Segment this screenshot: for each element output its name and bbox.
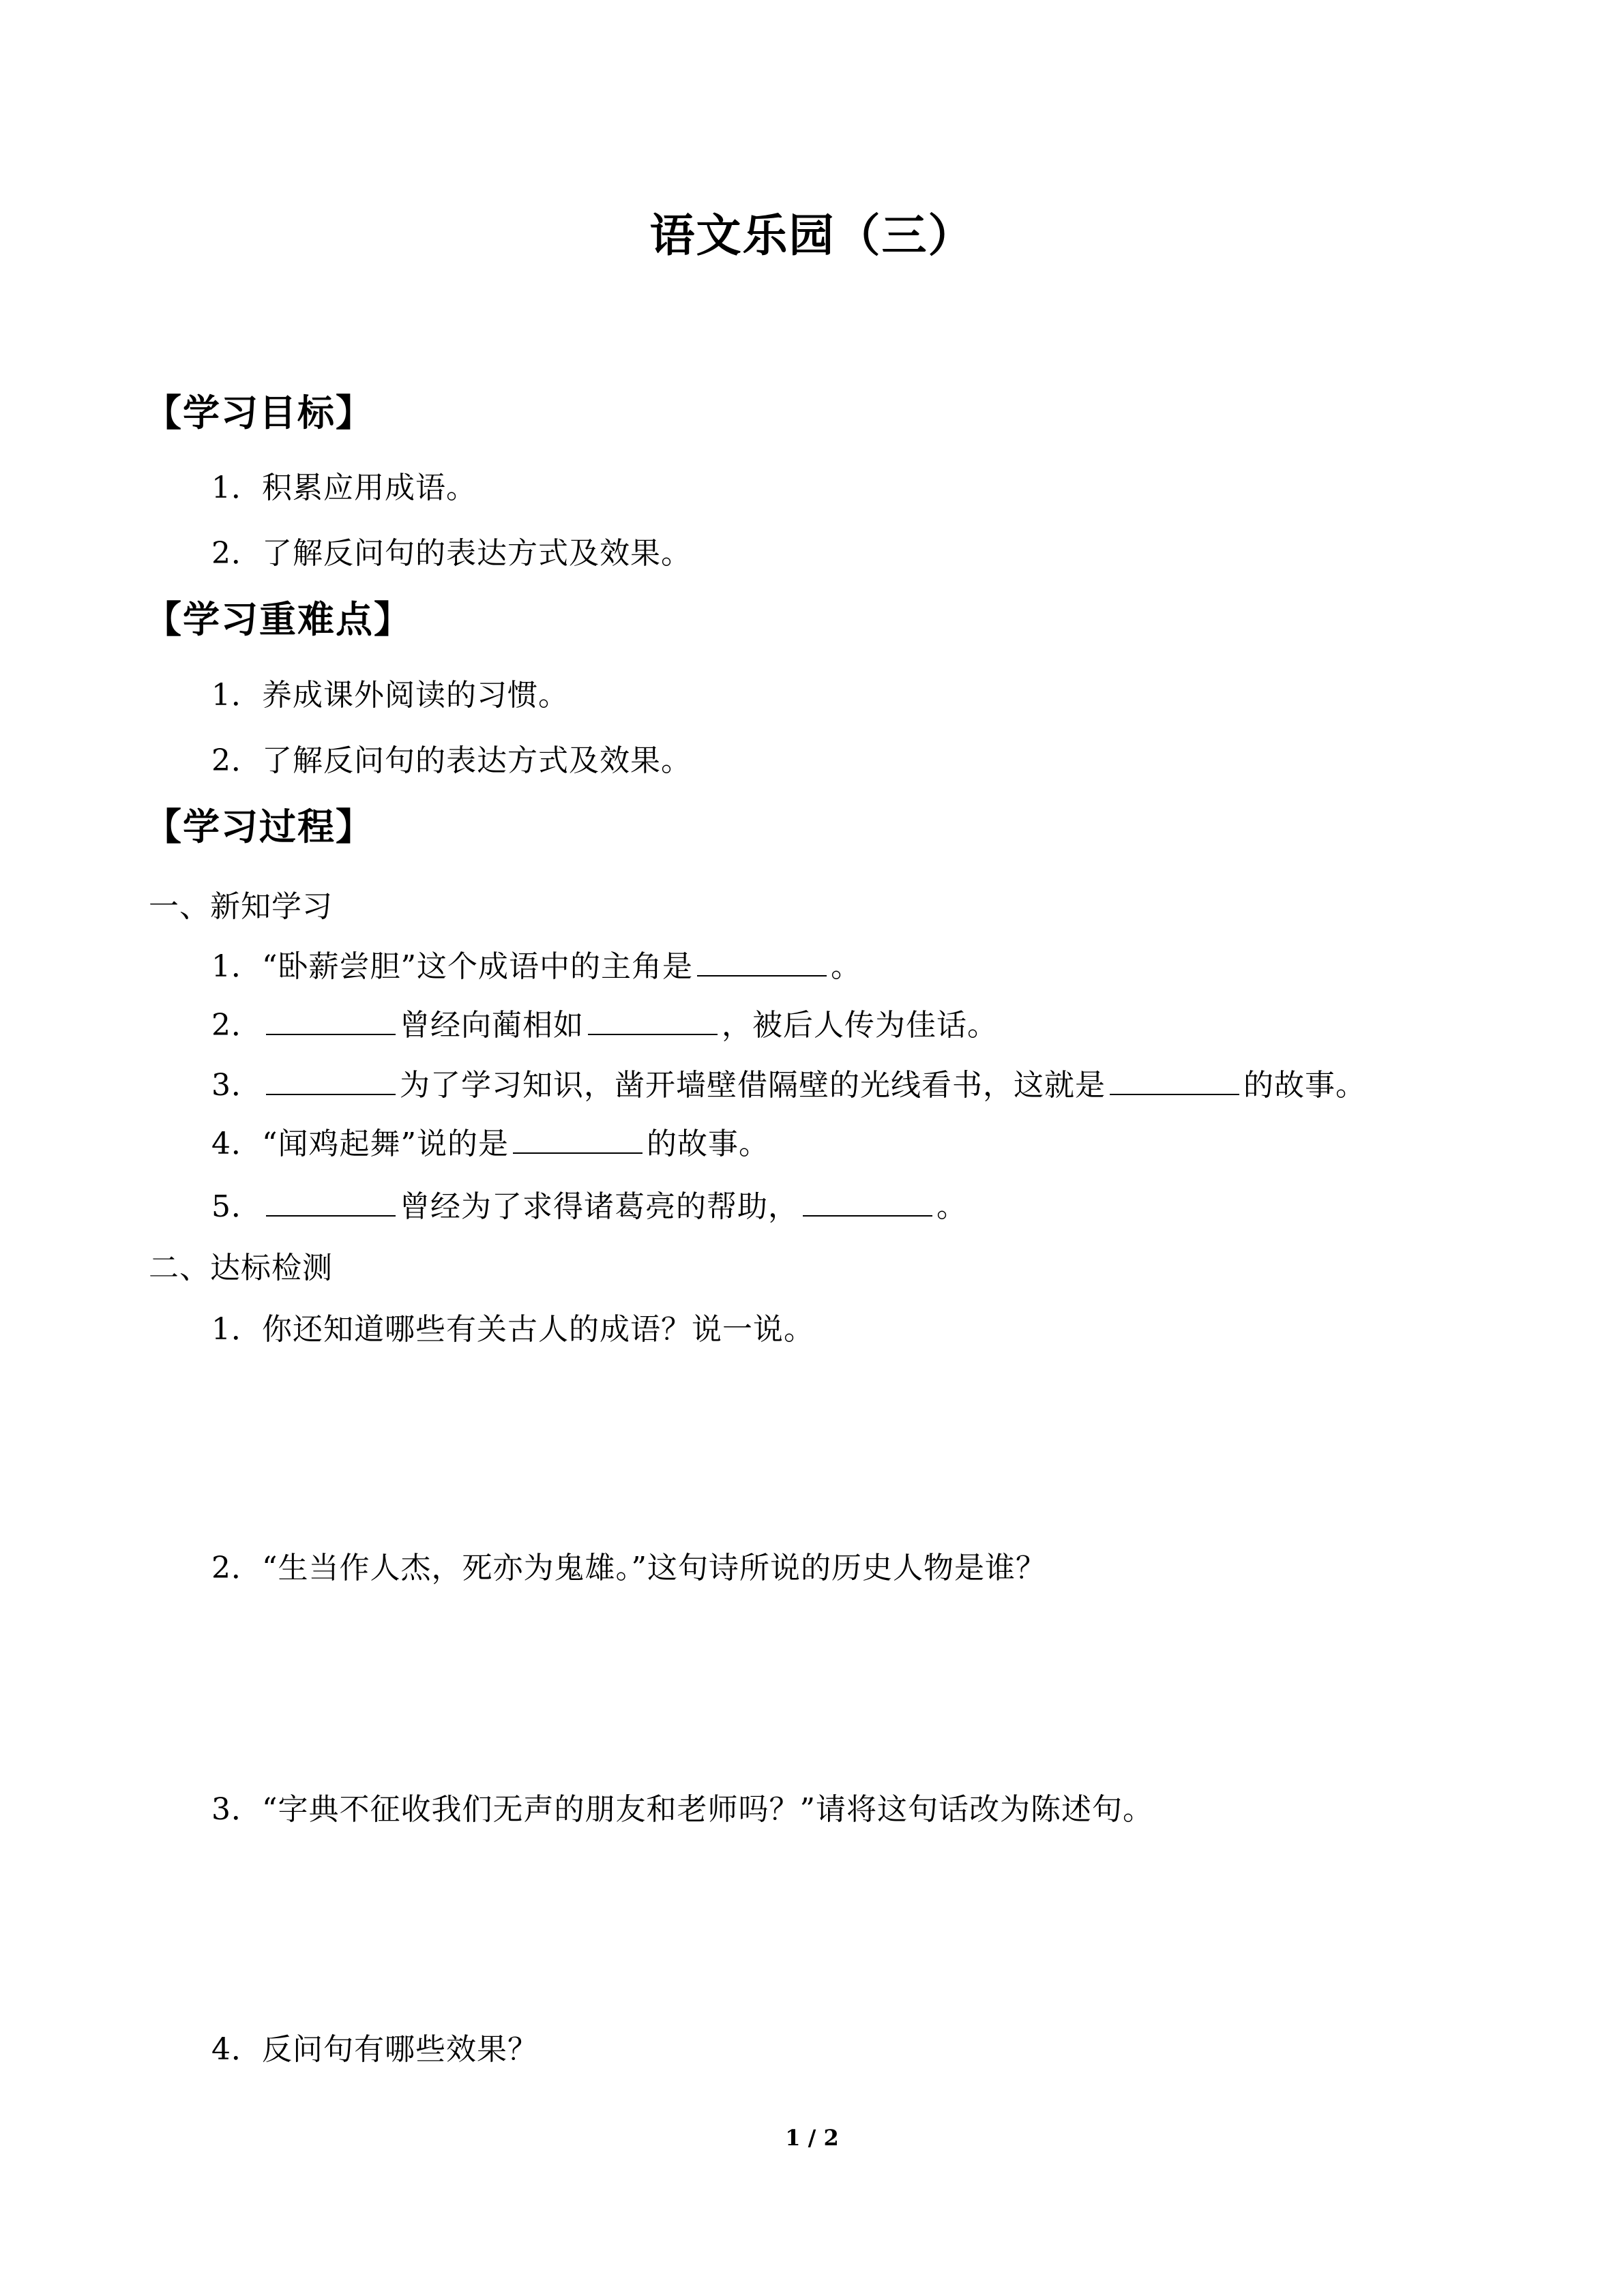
answer-blank[interactable] — [697, 945, 827, 976]
page-number: 1 / 2 — [785, 2125, 839, 2151]
goal-item: 1．积累应用成语。 — [211, 471, 477, 505]
question-text: 1．“卧薪尝胆”这个成语中的主角是 — [211, 949, 693, 984]
part-label-assessment: 二、达标检测 — [149, 1251, 333, 1285]
question-text: 2． — [211, 1008, 262, 1043]
question-text: 。 — [936, 1189, 967, 1224]
assessment-question: 4．反问句有哪些效果？ — [211, 2032, 538, 2067]
question-text: 3． — [211, 1068, 262, 1103]
question-text: 。 — [830, 949, 861, 984]
question-text: ，被后人传为佳话。 — [722, 1008, 998, 1043]
question-1 — [211, 945, 861, 989]
key-point-item: 1．养成课外阅读的习惯。 — [211, 678, 569, 713]
answer-blank[interactable] — [1110, 1064, 1239, 1095]
goal-item: 2．了解反问句的表达方式及效果。 — [211, 536, 692, 571]
question-text: 为了学习知识，凿开墙壁借隔壁的光线看书，这就是 — [400, 1068, 1106, 1103]
part-label-new-knowledge: 一、新知学习 — [149, 889, 333, 924]
assessment-question: 3．“字典不征收我们无声的朋友和老师吗？”请将这句话改为陈述句。 — [211, 1792, 1153, 1827]
key-point-item: 2．了解反问句的表达方式及效果。 — [211, 743, 692, 778]
question-4 — [211, 1122, 769, 1166]
answer-blank[interactable] — [266, 1004, 396, 1035]
question-2 — [211, 1004, 998, 1047]
section-heading-process: 【学习过程】 — [145, 805, 374, 848]
question-text: 5． — [211, 1189, 262, 1224]
section-heading-goals: 【学习目标】 — [145, 391, 374, 434]
assessment-question: 2．“生当作人杰，死亦为鬼雄。”这句诗所说的历史人物是谁？ — [211, 1551, 1046, 1585]
answer-blank[interactable] — [588, 1004, 718, 1035]
assessment-question: 1．你还知道哪些有关古人的成语？说一说。 — [211, 1312, 814, 1347]
question-text: 曾经为了求得诸葛亮的帮助， — [400, 1189, 799, 1224]
page-title: 语文乐园（三） — [649, 209, 975, 262]
answer-blank[interactable] — [266, 1064, 396, 1095]
question-text: 的故事。 — [646, 1127, 769, 1161]
answer-blank[interactable] — [513, 1122, 643, 1154]
answer-blank[interactable] — [803, 1185, 932, 1217]
question-text: 4．“闻鸡起舞”说的是 — [211, 1127, 509, 1161]
question-5 — [211, 1185, 967, 1229]
question-text: 曾经向蔺相如 — [400, 1008, 584, 1043]
answer-blank[interactable] — [266, 1185, 396, 1217]
question-3 — [211, 1064, 1366, 1107]
question-text: 的故事。 — [1243, 1068, 1366, 1103]
section-heading-key-points: 【学习重难点】 — [145, 597, 412, 641]
